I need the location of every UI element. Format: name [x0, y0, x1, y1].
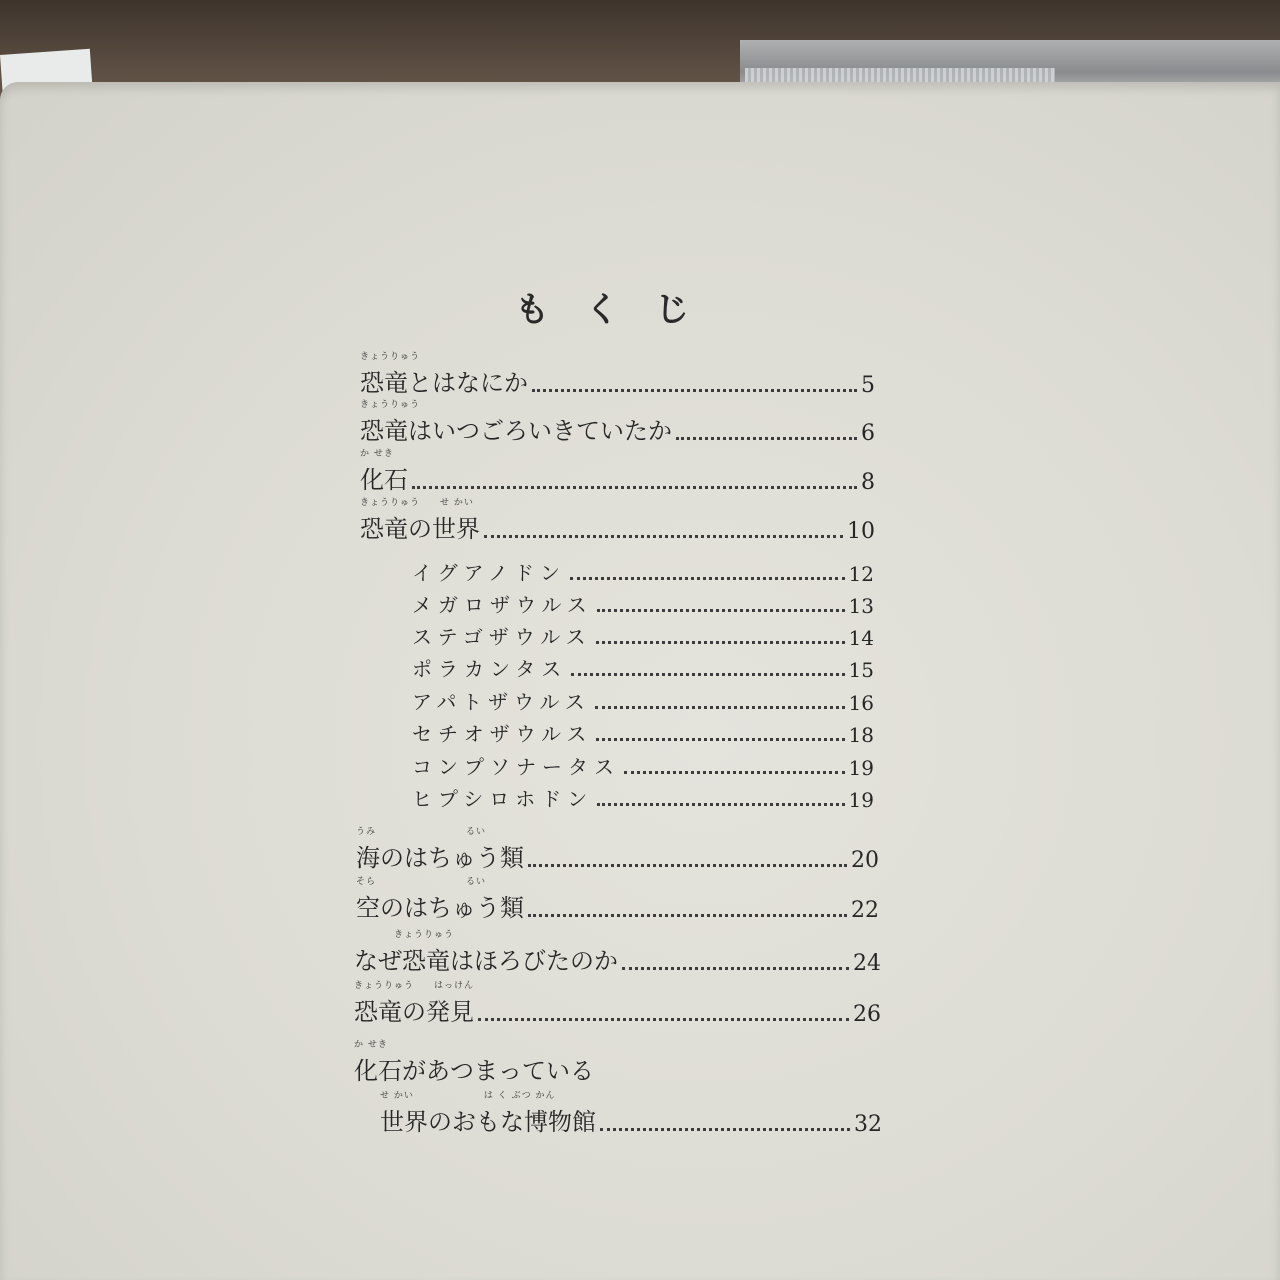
- toc-page-number: 32: [854, 1112, 882, 1137]
- toc-sub-entry-label: コンプソナータス: [412, 755, 620, 779]
- toc-entry: [360, 352, 875, 398]
- toc-entry: [354, 930, 881, 976]
- toc-entry: [360, 400, 875, 446]
- toc-page-number: 24: [853, 951, 881, 976]
- toc-entry-line1: [354, 1040, 594, 1086]
- toc-page-number: 19: [848, 788, 874, 812]
- toc-entry-label: そら るい 空のはちゅう類: [356, 888, 524, 923]
- toc-sub-entry-label: ポラカンタス: [412, 657, 568, 681]
- toc-sub-entry: [412, 685, 874, 715]
- toc-page-number: 14: [848, 626, 874, 650]
- toc-entry-ruby: きょうりゅう せ かい: [360, 498, 474, 508]
- toc-page-number: 26: [853, 1002, 881, 1027]
- dot-leader: [412, 485, 857, 489]
- toc-entry-ruby: きょうりゅう: [360, 352, 421, 362]
- dot-leader: [597, 802, 844, 806]
- toc-entry-label: きょうりゅう なぜ恐竜はほろびたのか: [354, 941, 618, 976]
- toc-page-number: 18: [848, 723, 874, 747]
- toc-entry: [354, 981, 881, 1027]
- toc-entry-label: か せき 化石: [360, 460, 408, 495]
- dot-leader: [528, 863, 847, 867]
- toc-entry-ruby: きょうりゅう はっけん: [354, 981, 475, 991]
- toc-entry: [360, 498, 875, 544]
- toc-sub-entry-label: セチオザウルス: [412, 722, 593, 746]
- toc-entry-ruby: きょうりゅう: [354, 930, 455, 940]
- toc-entry-label: きょうりゅう はっけん 恐竜の発見: [354, 992, 474, 1027]
- dot-leader: [532, 388, 857, 392]
- dot-leader: [528, 913, 847, 917]
- toc-sub-entry-label: ヒプシロホドン: [412, 787, 594, 811]
- toc-page-number: 16: [848, 691, 874, 715]
- toc-page-number: 13: [848, 594, 874, 618]
- toc-entry-label: きょうりゅう 恐竜はいつごろいきていたか: [360, 411, 672, 446]
- toc-entry-label: きょうりゅう せ かい 恐竜の世界: [360, 509, 480, 544]
- toc-sub-entry: [412, 588, 874, 618]
- toc-page-number: 12: [848, 562, 874, 586]
- toc-page-number: 10: [847, 519, 875, 544]
- toc-page-number: 8: [861, 470, 875, 495]
- toc-sub-entry: [412, 782, 874, 812]
- dot-leader: [597, 608, 845, 612]
- toc-entry-label: きょうりゅう 恐竜とはなにか: [360, 363, 528, 398]
- toc-entry-ruby: うみ るい: [356, 827, 487, 837]
- dot-leader: [478, 1017, 849, 1021]
- dot-leader: [596, 640, 845, 644]
- toc-entry-label: か せき 化石があつまっている: [354, 1051, 594, 1086]
- dot-leader: [622, 966, 849, 970]
- dot-leader: [624, 770, 845, 774]
- toc-entry-ruby: そら るい: [356, 877, 487, 887]
- toc-page-number: 15: [848, 658, 874, 682]
- toc-page-number: 20: [851, 848, 879, 873]
- toc-sub-entry: [412, 750, 874, 780]
- toc-entry: [360, 449, 875, 495]
- toc-page-number: 19: [848, 756, 874, 780]
- toc-sub-entry: [412, 620, 874, 650]
- toc-sub-entry-label: イグアノドン: [412, 561, 566, 585]
- dot-leader: [595, 705, 845, 709]
- toc-page-number: 22: [851, 898, 879, 923]
- dot-leader: [596, 737, 844, 741]
- toc-page-number: 6: [861, 421, 875, 446]
- toc-sub-entry: [412, 717, 874, 747]
- toc-entry: [356, 827, 879, 873]
- page-title: もくじ: [515, 290, 725, 330]
- toc-sub-entry: [412, 556, 874, 586]
- toc-sub-entry-label: ステゴザウルス: [412, 625, 592, 649]
- toc-entry-label: うみ るい 海のはちゅう類: [356, 838, 524, 873]
- toc-entry-ruby: か せき: [354, 1040, 388, 1050]
- toc-entry: [356, 877, 879, 923]
- toc-entry-label: せ かい は く ぶつ かん 世界のおもな博物館: [380, 1102, 596, 1137]
- toc-entry-ruby: せ かい は く ぶつ かん: [380, 1091, 556, 1101]
- dot-leader: [484, 534, 843, 538]
- dot-leader: [571, 672, 844, 676]
- toc-sub-entry-label: アパトザウルス: [412, 690, 591, 714]
- toc-entry-ruby: きょうりゅう: [360, 400, 421, 410]
- dot-leader: [676, 436, 857, 440]
- toc-entry-ruby: か せき: [360, 449, 394, 459]
- dot-leader: [570, 576, 845, 580]
- dot-leader: [600, 1127, 850, 1131]
- toc-sub-entry-label: メガロザウルス: [412, 593, 593, 617]
- toc-page-number: 5: [861, 373, 875, 398]
- toc-entry-line2: [380, 1091, 882, 1137]
- toc-sub-entry: [412, 652, 874, 682]
